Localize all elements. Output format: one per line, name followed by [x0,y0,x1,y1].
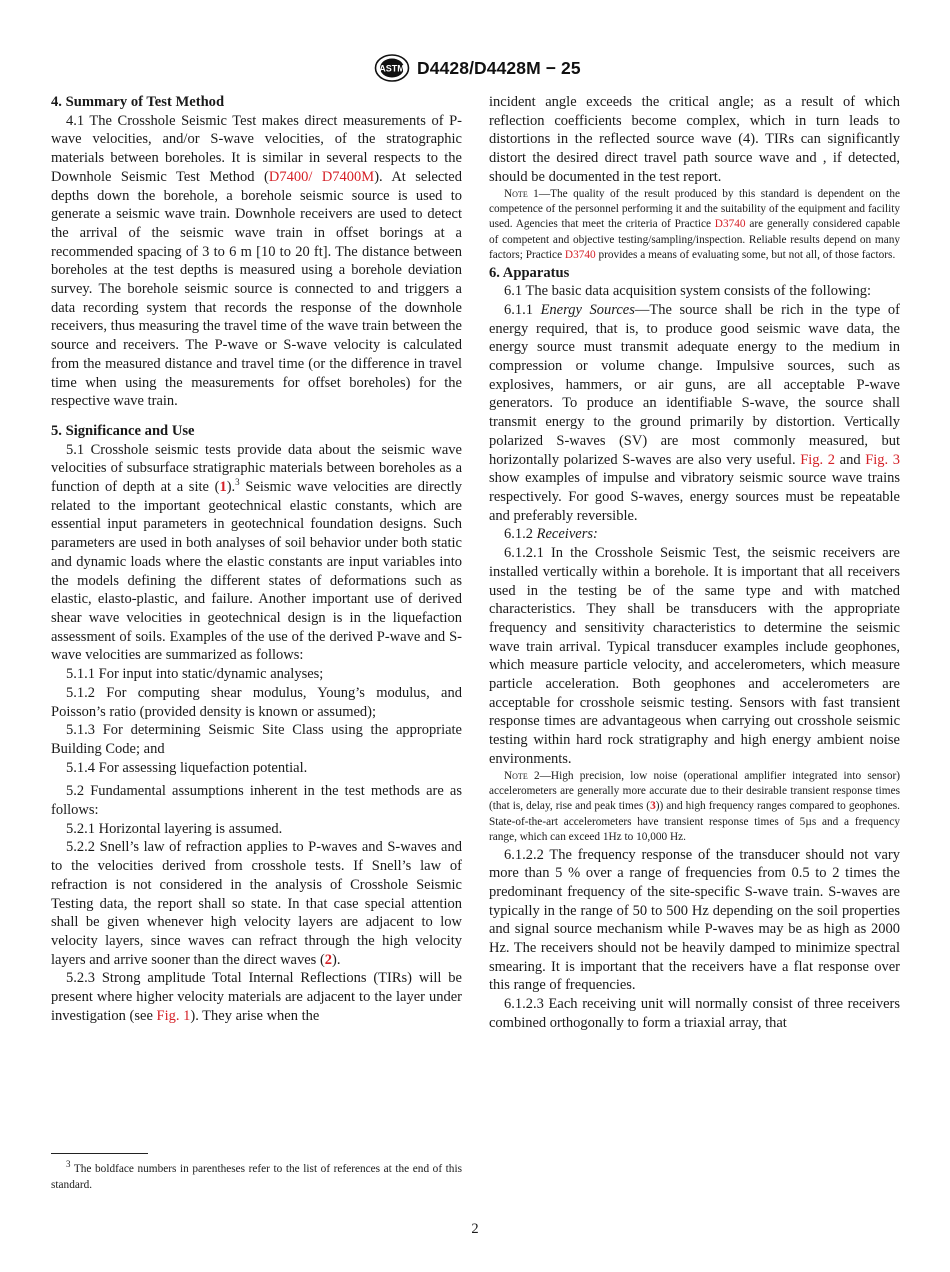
subheading: Energy Sources [540,301,635,318]
text: 4.1 The Crosshole Seismic Test makes direct measurements of P-wave velocities, and/or S-wave velocities, of the stratographic materials between boreholes. It is similar in several respects to the Downhole Seismic Test Method ( [51,112,462,185]
text: show examples of impulse and vibratory seismic source wave trains respectively. For good S-waves, energy sources must be repeatable and preferably reversible. [489,470,900,524]
paragraph-5-1-4: 5.1.4 For assessing liquefaction potential. [66,759,308,776]
paragraph-5-2-1: 5.2.1 Horizontal layering is assumed. [66,820,283,837]
link-fig-3[interactable]: Fig. 3 [865,451,901,468]
paragraph-5-2: 5.2 Fundamental assumptions inherent in the test methods are as follows: [51,783,462,819]
link-d3740[interactable]: D3740 [564,249,596,262]
reference-link-2[interactable]: 2 [324,951,333,968]
text: ). At selected depths down the borehole, a borehole seismic source is used to generate a seismic wave train. Downhole receivers are used to detect the arrival of the seismic wave train in offset borings at a recommended spacing of 3 to 6 m [10 to 20 ft]. The distance between boreholes at the test depths is measured using a borehole deviation survey. The borehole seismic source is connected to and triggers a data recording system that records the response of the downhole receivers, thus measuring the travel time of the wave train between the source and receivers. The P-wave or S-wave velocity is calculated from the measured distance and travel time (or the difference in travel time when using the measurements for offset boreholes) for the respective wave train. [51,168,462,410]
section-4-heading: 4. Summary of Test Method [51,94,225,110]
text: 6.1.2 [504,526,537,543]
reference-link-3[interactable]: 3 [650,800,656,813]
text: are generally considered capable of competent and objective testing/sampling/inspection. Reliable results depend on many factors; Practice [489,218,900,262]
note-label: Note 1 [504,187,539,200]
text: —High precision, low noise (operational amplifier integrated into sensor) accelerometers are generally more accurate due to their desirable transient response times (that is, delay, rise and peak times ( [489,769,900,813]
note-2 [489,769,900,846]
footnote-divider [51,1153,148,1154]
paragraph-5-1-3: 5.1.3 For determining Seismic Site Class using the appropriate Building Code; and [51,722,462,757]
text: ). [226,479,236,496]
page-header [0,53,950,87]
paragraph-5-1 [51,441,462,665]
logo-text: ASTM [379,63,405,74]
footnote-3 [51,1159,462,1193]
paragraph-5-2-2 [51,838,462,969]
footnote-marker: 3 [235,477,240,488]
text: provides a means of evaluating some, but not all, of those factors. [595,249,896,262]
paragraph-6-1: 6.1 The basic data acquisition system consists of the following: [504,283,872,300]
reference-link-1[interactable]: 1 [219,479,227,496]
text: 6.1.1 [504,301,541,318]
text: ). They arise when the [190,1007,320,1024]
text: 5.1 Crosshole seismic tests provide data about the seismic wave velocities of subsurface stratigraphic materials between boreholes as a function of depth at a site ( [51,441,462,496]
paragraph-6-1-2-1: 6.1.2.1 In the Crosshole Seismic Test, the seismic receivers are installed vertically within a borehole. It is important that all receivers used in the testing be of the same type and with matched characteristics. They shall be transducers with the appropriate frequency and sensitivity characteristics to determine the seismic wave train arrival. Typical transducer examples include geophones, which measure particle velocity, and accelerometers, which measure particle acceleration. Both geophones and accelerometers are acceptable for crosshole seismic testing. Sensors with fast transient response times are advantageous when carrying out crosshole seismic testing within hard rock stratigraphy and high energy ambient noise environments. [489,545,900,767]
paragraph-5-2-3 [51,969,462,1025]
link-d7400[interactable]: D7400/ D7400M [268,168,375,185]
paragraph-5-1-2: 5.1.2 For computing shear modulus, Young’s modulus, and Poisson’s ratio (provided density is known or assumed); [51,684,462,720]
subheading: Receivers: [536,526,598,543]
astm-logo-icon [374,53,410,83]
standard-designation: D4428/D4428M − 25 [417,58,581,78]
text: )) and high frequency ranges compared to geophones. State-of-the-art accelerometers have transient response times of 5µs and a frequency range, which can exceed 1Hz to 10,000 Hz. [489,800,900,844]
note-label: Note 2 [504,769,540,782]
text: —The quality of the result produced by this standard is dependent on the competence of the personnel performing it and the suitability of the equipment and facility used. Agencies that meet the criteria of Practice [489,187,900,231]
link-fig-2[interactable]: Fig. 2 [800,451,836,468]
paragraph-6-1-1 [489,301,900,525]
section-5-heading: 5. Significance and Use [51,422,195,439]
paragraph-6-1-2-2: 6.1.2.2 The frequency response of the transducer should not vary more than 5 % over a range of frequencies from 0.5 to 2 times the predominant frequency of the site-specific S-wave train. S-waves are typically in the range of 50 to 500 Hz depending on the soil properties and signal source mechanism while P-waves may be as high as 2000 Hz. The receivers should not be heavily damped to minimize spectral smearing. It is important that the receivers have a flat response over this range of frequencies. [489,846,900,994]
page-number: 2 [471,1221,479,1237]
text: Seismic wave velocities are directly related to the important geotechnical elastic constants, which are essential input parameters in geotechnical foundation designs. Such parameters are used in both analyses of soil behavior under both static and dynamic loads where the elastic constants are input variables into the models defining the different states of deformations such as elastic, elasto-plastic, and failure. Another important use of derived shear wave velocities in geotechnical design is in the liquefaction assessment of soils. Examples of the use of the derived P-wave and S-wave velocities are summarized as follows: [51,479,463,664]
link-d3740[interactable]: D3740 [714,218,746,231]
text: and [835,451,866,468]
right-column [489,93,900,1033]
note-1 [489,187,900,264]
text: ). [332,951,341,968]
paragraph-4-1 [51,112,462,411]
paragraph-6-1-2 [489,525,900,544]
text: —The source shall be rich in the type of energy required, that is, to produce good seismic wave data, the energy source must transmit adequate energy to the medium in compression or volume change. Impulsive sources, such as explosives, hammers, or air guns, are all acceptable P-wave generators. To produce an identifiable S-wave, the source shall transmit energy to the ground primarily by distortion. Vertically polarized S-waves (SV) are most commonly measured, but horizontally polarized S-waves are also very useful. [489,301,900,468]
text: 5.2.3 Strong amplitude Total Internal Reflections (TIRs) will be present where higher velocity materials are adjacent to the layer under investigation (see [51,970,462,1024]
spacer [51,411,462,422]
paragraph-5-2-3-continued: incident angle exceeds the critical angle; as a result of which reflection coefficients become complex, which in turn leads to distortions in the reflected source wave (4). TIRs can significantly distort the desired direct travel path source wave and , if detected, should be documented in the test report. [489,94,900,185]
left-column [51,93,462,1025]
footnote-marker: 3 [66,1159,71,1170]
text: 5.2.2 Snell’s law of refraction applies to P-waves and S-waves and to the velocities derived from crosshole tests. If Snell’s law of refraction is not considered in the analysis of Crosshole Seismic Testing data, the report shall so state. In that case special attention shall be given whenever high velocity layers are adjacent to low velocity layers, since waves can refract through the high velocity layers and arrive sooner than the direct waves ( [51,839,462,968]
link-fig-1[interactable]: Fig. 1 [156,1007,191,1024]
paragraph-6-1-2-3: 6.1.2.3 Each receiving unit will normally consist of three receivers combined orthogonally to form a triaxial array, that [489,996,900,1031]
paragraph-5-1-1: 5.1.1 For input into static/dynamic analyses; [66,666,324,683]
section-6-heading: 6. Apparatus [489,264,570,281]
footnote-text: The boldface numbers in parentheses refer to the list of references at the end of this standard. [51,1163,462,1191]
